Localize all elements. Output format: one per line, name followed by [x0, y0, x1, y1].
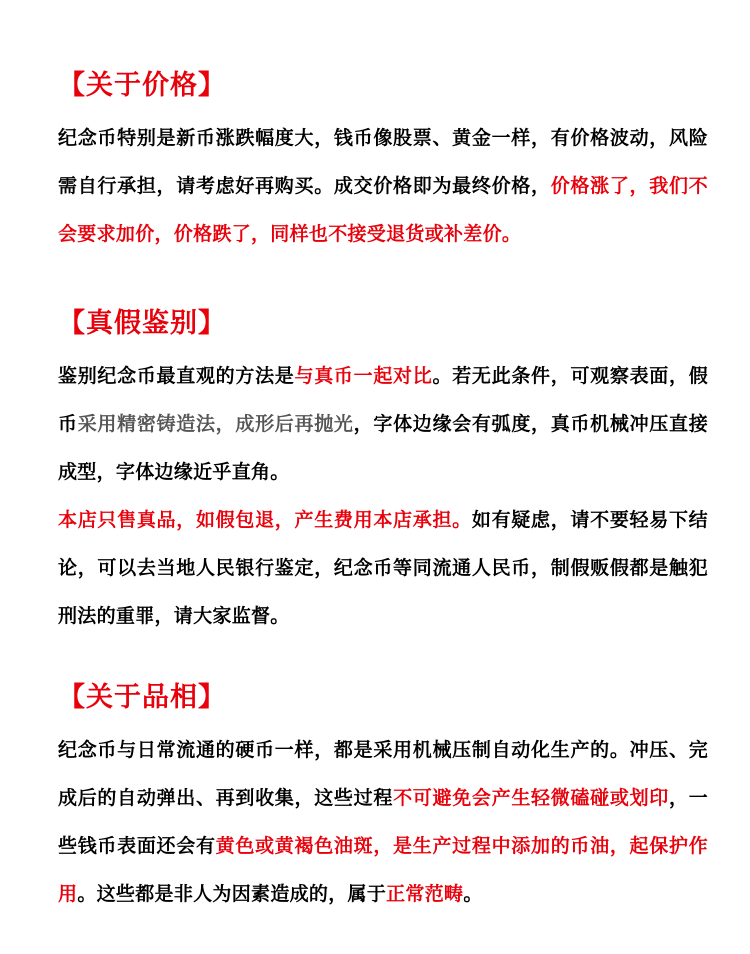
condition-paragraph	[58, 726, 708, 918]
section-title-condition: 【关于品相】	[58, 682, 226, 713]
auth-gray-casting: 采用精密铸造法，成形后再抛光	[77, 413, 354, 435]
price-text-highlight: 价格涨了，我们不会要求加价，价格跌了，同样也不接受退货或补差价。	[58, 175, 708, 245]
auth-highlight-compare: 与真币一起对比	[294, 365, 433, 387]
cond-highlight-normal: 正常范畴	[386, 883, 464, 905]
cond-highlight-scratches: 不可避免会产生轻微磕碰或划印	[393, 787, 669, 809]
cond-highlight-oil-spots: 黄色或黄褐色油斑，是生产过程中添加的币油，起保护作用	[58, 835, 708, 905]
price-paragraph	[58, 114, 708, 258]
section-title-price: 【关于价格】	[58, 70, 226, 101]
auth-text-4: 如有疑虑，请不要轻易下结论，可以去当地人民银行鉴定，纪念币等同流通人民币，制假贩假都是触犯刑法的重罪，请大家监督。	[58, 509, 708, 627]
auth-text-1: 鉴别纪念币最直观的方法是	[58, 365, 295, 387]
section-title-authenticity: 【真假鉴别】	[58, 308, 226, 339]
cond-text-3: 。这些都是非人为因素造成的，属于	[77, 883, 387, 905]
section-authenticity	[58, 306, 708, 640]
authenticity-paragraph-2	[58, 496, 708, 640]
auth-text-2: 。若无此条件，可观察表面，假币	[58, 365, 708, 435]
auth-highlight-guarantee: 本店只售真品，如假包退，产生费用本店承担。	[58, 509, 472, 531]
cond-text-1: 纪念币与日常流通的硬币一样，都是采用机械压制自动化生产的。冲压、完成后的自动弹出、再到收集，这些过程	[58, 739, 708, 809]
cond-text-4: 。	[463, 883, 483, 905]
cond-text-2: ，一些钱币表面还会有	[58, 787, 709, 857]
section-price	[58, 68, 708, 258]
section-condition	[58, 680, 708, 918]
price-text-normal: 纪念币特别是新币涨跌幅度大，钱币像股票、黄金一样，有价格波动，风险需自行承担，请考虑好再购买。成交价格即为最终价格，	[58, 127, 708, 197]
authenticity-paragraph-1	[58, 352, 708, 496]
auth-text-3: ，字体边缘会有弧度，真币机械冲压直接成型，字体边缘近乎直角。	[58, 413, 709, 483]
